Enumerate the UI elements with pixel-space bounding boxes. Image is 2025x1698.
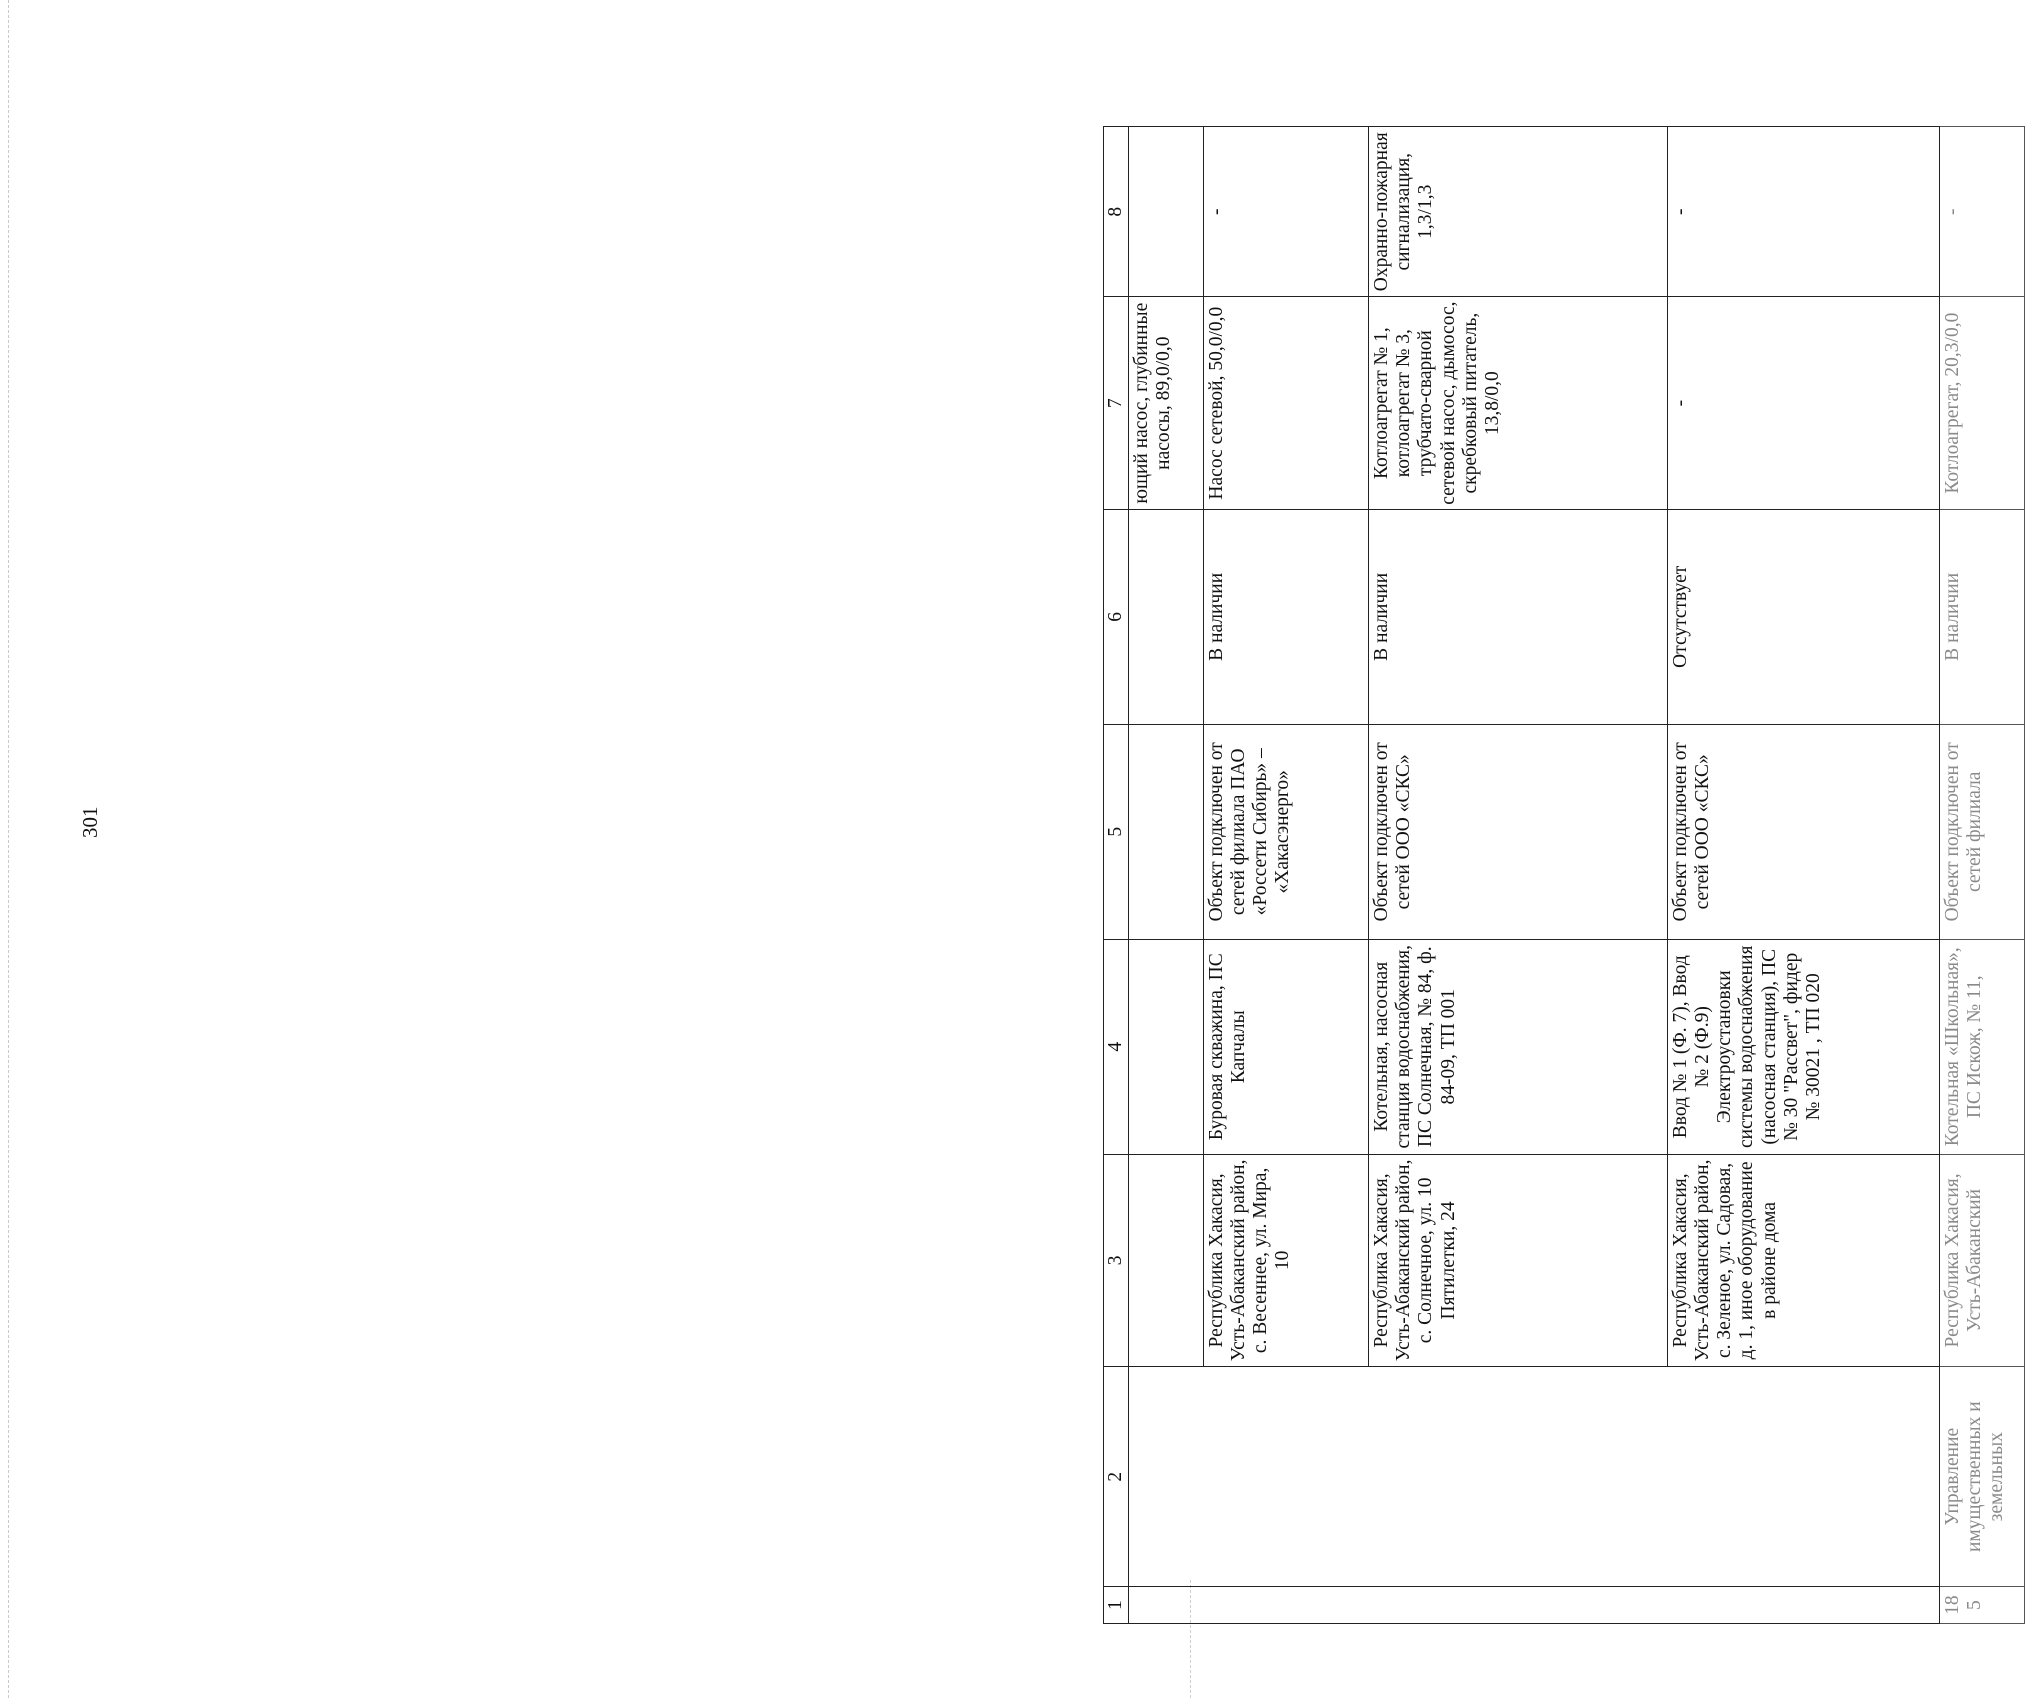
table-cell: ющий насос, глубинные насосы, 89,0/0,0: [1129, 297, 1204, 509]
table-cell: В наличии: [1203, 509, 1368, 724]
column-header: 7: [1104, 297, 1129, 509]
table-cell: В наличии: [1368, 509, 1667, 724]
table-cell: Республика Хакасия, Усть-Абаканский район, с. Солнечное, ул. 10 Пятилетки, 24: [1368, 1154, 1667, 1366]
table-cell: Буровая скважина, ПС Капчалы: [1203, 939, 1368, 1154]
column-header: 3: [1104, 1154, 1129, 1366]
table-cell: Котельная, насосная станция водоснабжения, ПС Солнечная, № 84, ф. 84-09, ТП 001: [1368, 939, 1667, 1154]
column-header: 5: [1104, 724, 1129, 939]
table-cell: -: [1939, 127, 2024, 297]
column-header: 1: [1104, 1587, 1129, 1624]
data-table: [1103, 126, 2025, 1624]
table-cell: Насос сетевой, 50,0/0,0: [1203, 297, 1368, 509]
table-cell: 185: [1939, 1587, 2024, 1624]
table-cell: Республика Хакасия, Усть-Абаканский район, с. Весеннее, ул. Мира, 10: [1203, 1154, 1368, 1366]
table-cell: Объект подключен от сетей ООО «СКС»: [1667, 724, 1939, 939]
table-cell: [1129, 724, 1204, 939]
table-cell: Отсутствует: [1667, 509, 1939, 724]
table-cell: [1129, 939, 1204, 1154]
table-cell: [1129, 1367, 1940, 1587]
column-header: 2: [1104, 1367, 1129, 1587]
table-cell: Республика Хакасия, Усть-Абаканский: [1939, 1154, 2024, 1366]
table-cell: Котлоагрегат, 20,3/0,0: [1939, 297, 2024, 509]
table-cell: Объект подключен от сетей филиала: [1939, 724, 2024, 939]
table-cell: Управление имущественных и земельных: [1939, 1367, 2024, 1587]
page-number: 301: [78, 806, 102, 838]
table-cell: Республика Хакасия, Усть-Абаканский район, с. Зеленое, ул. Садовая, д. 1, иное оборудование в районе дома: [1667, 1154, 1939, 1366]
table-cell: Ввод № 1 (Ф. 7), Ввод № 2 (Ф.9) Электроустановки системы водоснабжения (насосная станция), ПС № 30 "Рассвет", фидер № 30021 , ТП 020: [1667, 939, 1939, 1154]
table-cell: Объект подключен от сетей филиала ПАО «Россети Сибирь» – «Хакасэнерго»: [1203, 724, 1368, 939]
column-header: 6: [1104, 509, 1129, 724]
table-cell: Объект подключен от сетей ООО «СКС»: [1368, 724, 1667, 939]
table-cell: Котлоагрегат № 1, котлоагрегат № 3, трубчато-сварной сетевой насос, дымосос, скребковый питатель, 13,8/0,0: [1368, 297, 1667, 509]
column-header: 8: [1104, 127, 1129, 297]
table-cell: [1129, 127, 1204, 297]
table-row: [1129, 127, 1204, 1624]
scan-edge: [8, 0, 9, 1698]
table-cell: [1129, 509, 1204, 724]
column-header: 4: [1104, 939, 1129, 1154]
table-cell: [1129, 1587, 1940, 1624]
table-cell: В наличии: [1939, 509, 2024, 724]
table-cell: -: [1203, 127, 1368, 297]
table-cell: -: [1667, 297, 1939, 509]
table-cell: Котельная «Школьная», ПС Искож, № 11,: [1939, 939, 2024, 1154]
table-cell: Охранно-пожарная сигнализация, 1,3/1,3: [1368, 127, 1667, 297]
table-row: [1939, 127, 2024, 1624]
table-cell: [1129, 1154, 1204, 1366]
table-cell: -: [1667, 127, 1939, 297]
header-row: [1104, 127, 1129, 1624]
